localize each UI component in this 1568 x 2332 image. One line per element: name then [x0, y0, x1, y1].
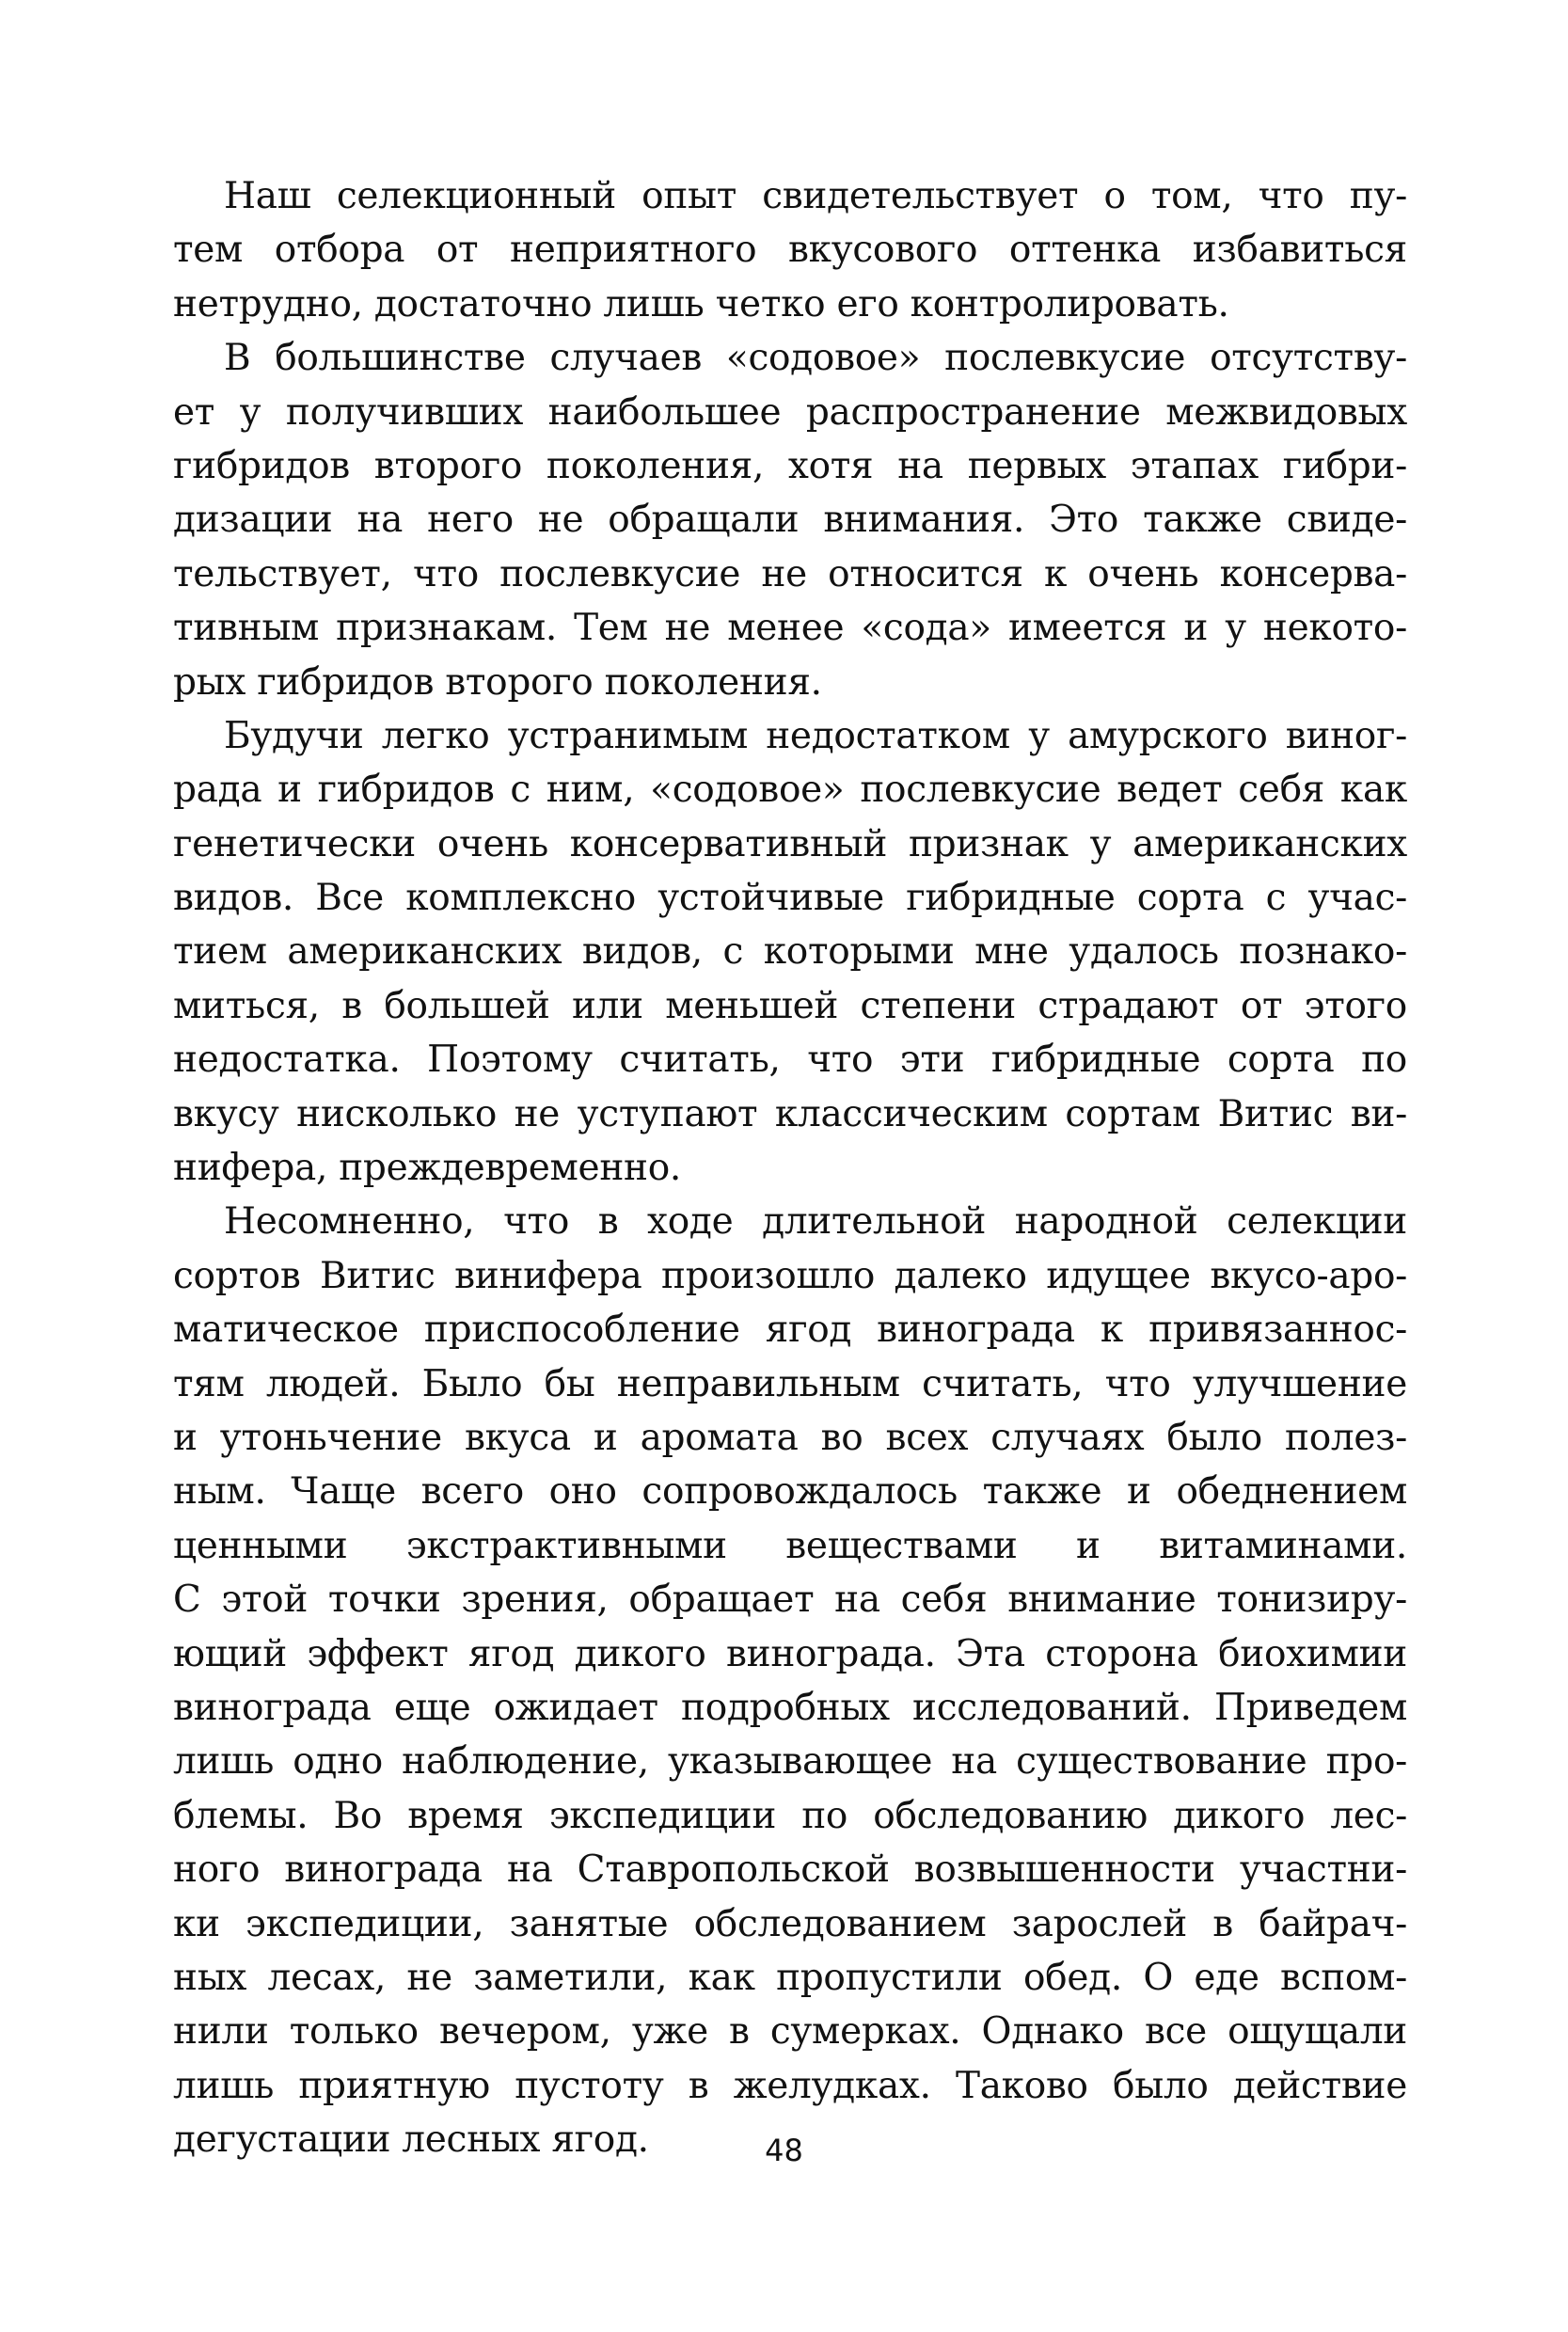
- text-line: ки экспедиции, занятые обследованием зарослей в байрач-: [173, 1902, 1407, 1945]
- text-line: блемы. Во время экспедиции по обследованию дикого лес-: [173, 1794, 1407, 1837]
- text-line: гибридов второго поколения, хотя на первых этапах гибри-: [173, 444, 1407, 487]
- text-line: дегустации лесных ягод.: [173, 2118, 649, 2162]
- text-line: ным. Чаще всего оно сопровождалось также и обеднением: [173, 1470, 1407, 1514]
- text-line: Наш селекционный опыт свидетельствует о том, что пу-: [224, 175, 1407, 217]
- text-line: нили только вечером, уже в сумерках. Однако все ощущали: [173, 2010, 1407, 2054]
- text-line: Несомненно, что в ходе длительной народной селекции: [224, 1200, 1407, 1244]
- text-line: ет у получивших наибольшее распространение межвидовых: [173, 390, 1407, 434]
- text-line: матическое приспособление ягод винограда к привязаннос-: [173, 1309, 1407, 1352]
- text-line: тивным признакам. Тем не менее «сода» имеется и у некото-: [173, 607, 1407, 650]
- text-line: тям людей. Было бы неправильным считать, что улучшение: [173, 1362, 1407, 1405]
- text-line: генетически очень консервативный признак у американских: [173, 822, 1407, 865]
- text-line: Будучи легко устранимым недостатком у амурского виног-: [224, 714, 1407, 757]
- text-line: ценными экстрактивными веществами и витаминами.: [173, 1524, 1407, 1567]
- text-line: тельствует, что послевкусие не относится к очень консерва-: [173, 552, 1407, 595]
- text-line: дизации на него не обращали внимания. Это также свиде-: [173, 499, 1407, 542]
- text-line: лишь одно наблюдение, указывающее на существование про-: [173, 1740, 1407, 1784]
- text-line: сортов Витис винифера произошло далеко идущее вкусо-аро-: [173, 1254, 1407, 1297]
- body-text: [173, 169, 1407, 2166]
- text-line: лишь приятную пустоту в желудках. Таково было действие: [173, 2064, 1407, 2107]
- text-line: рада и гибридов с ним, «содовое» послевкусие ведет себя как: [173, 769, 1407, 812]
- text-line: С этой точки зрения, обращает на себя внимание тонизиру-: [173, 1578, 1407, 1622]
- text-line: ющий эффект ягод дикого винограда. Эта сторона биохимии: [173, 1632, 1407, 1675]
- text-line: недостатка. Поэтому считать, что эти гибридные сорта по: [173, 1039, 1407, 1082]
- text-line: миться, в большей или меньшей степени страдают от этого: [173, 984, 1407, 1027]
- text-line: ного винограда на Ставропольской возвышенности участни-: [173, 1848, 1407, 1892]
- text-line: ных лесах, не заметили, как пропустили обед. О еде вспом-: [173, 1956, 1407, 1999]
- page-number: 48: [765, 2133, 803, 2168]
- text-line: нифера, преждевременно.: [173, 1147, 681, 1190]
- text-line: тем отбора от неприятного вкусового оттенка избавиться: [173, 229, 1407, 272]
- text-line: видов. Все комплексно устойчивые гибридные сорта с учас-: [173, 877, 1407, 920]
- text-line: В большинстве случаев «содовое» послевкусие отсутству-: [224, 337, 1407, 380]
- text-line: и утоньчение вкуса и аромата во всех случаях было полез-: [173, 1416, 1407, 1459]
- text-line: винограда еще ожидает подробных исследований. Приведем: [173, 1686, 1407, 1729]
- text-line: тием американских видов, с которыми мне удалось познако-: [173, 930, 1407, 974]
- text-line: нетрудно, достаточно лишь четко его контролировать.: [173, 282, 1229, 325]
- text-line: рых гибридов второго поколения.: [173, 660, 822, 704]
- text-line: вкусу нисколько не уступают классическим сортам Витис ви-: [173, 1092, 1407, 1135]
